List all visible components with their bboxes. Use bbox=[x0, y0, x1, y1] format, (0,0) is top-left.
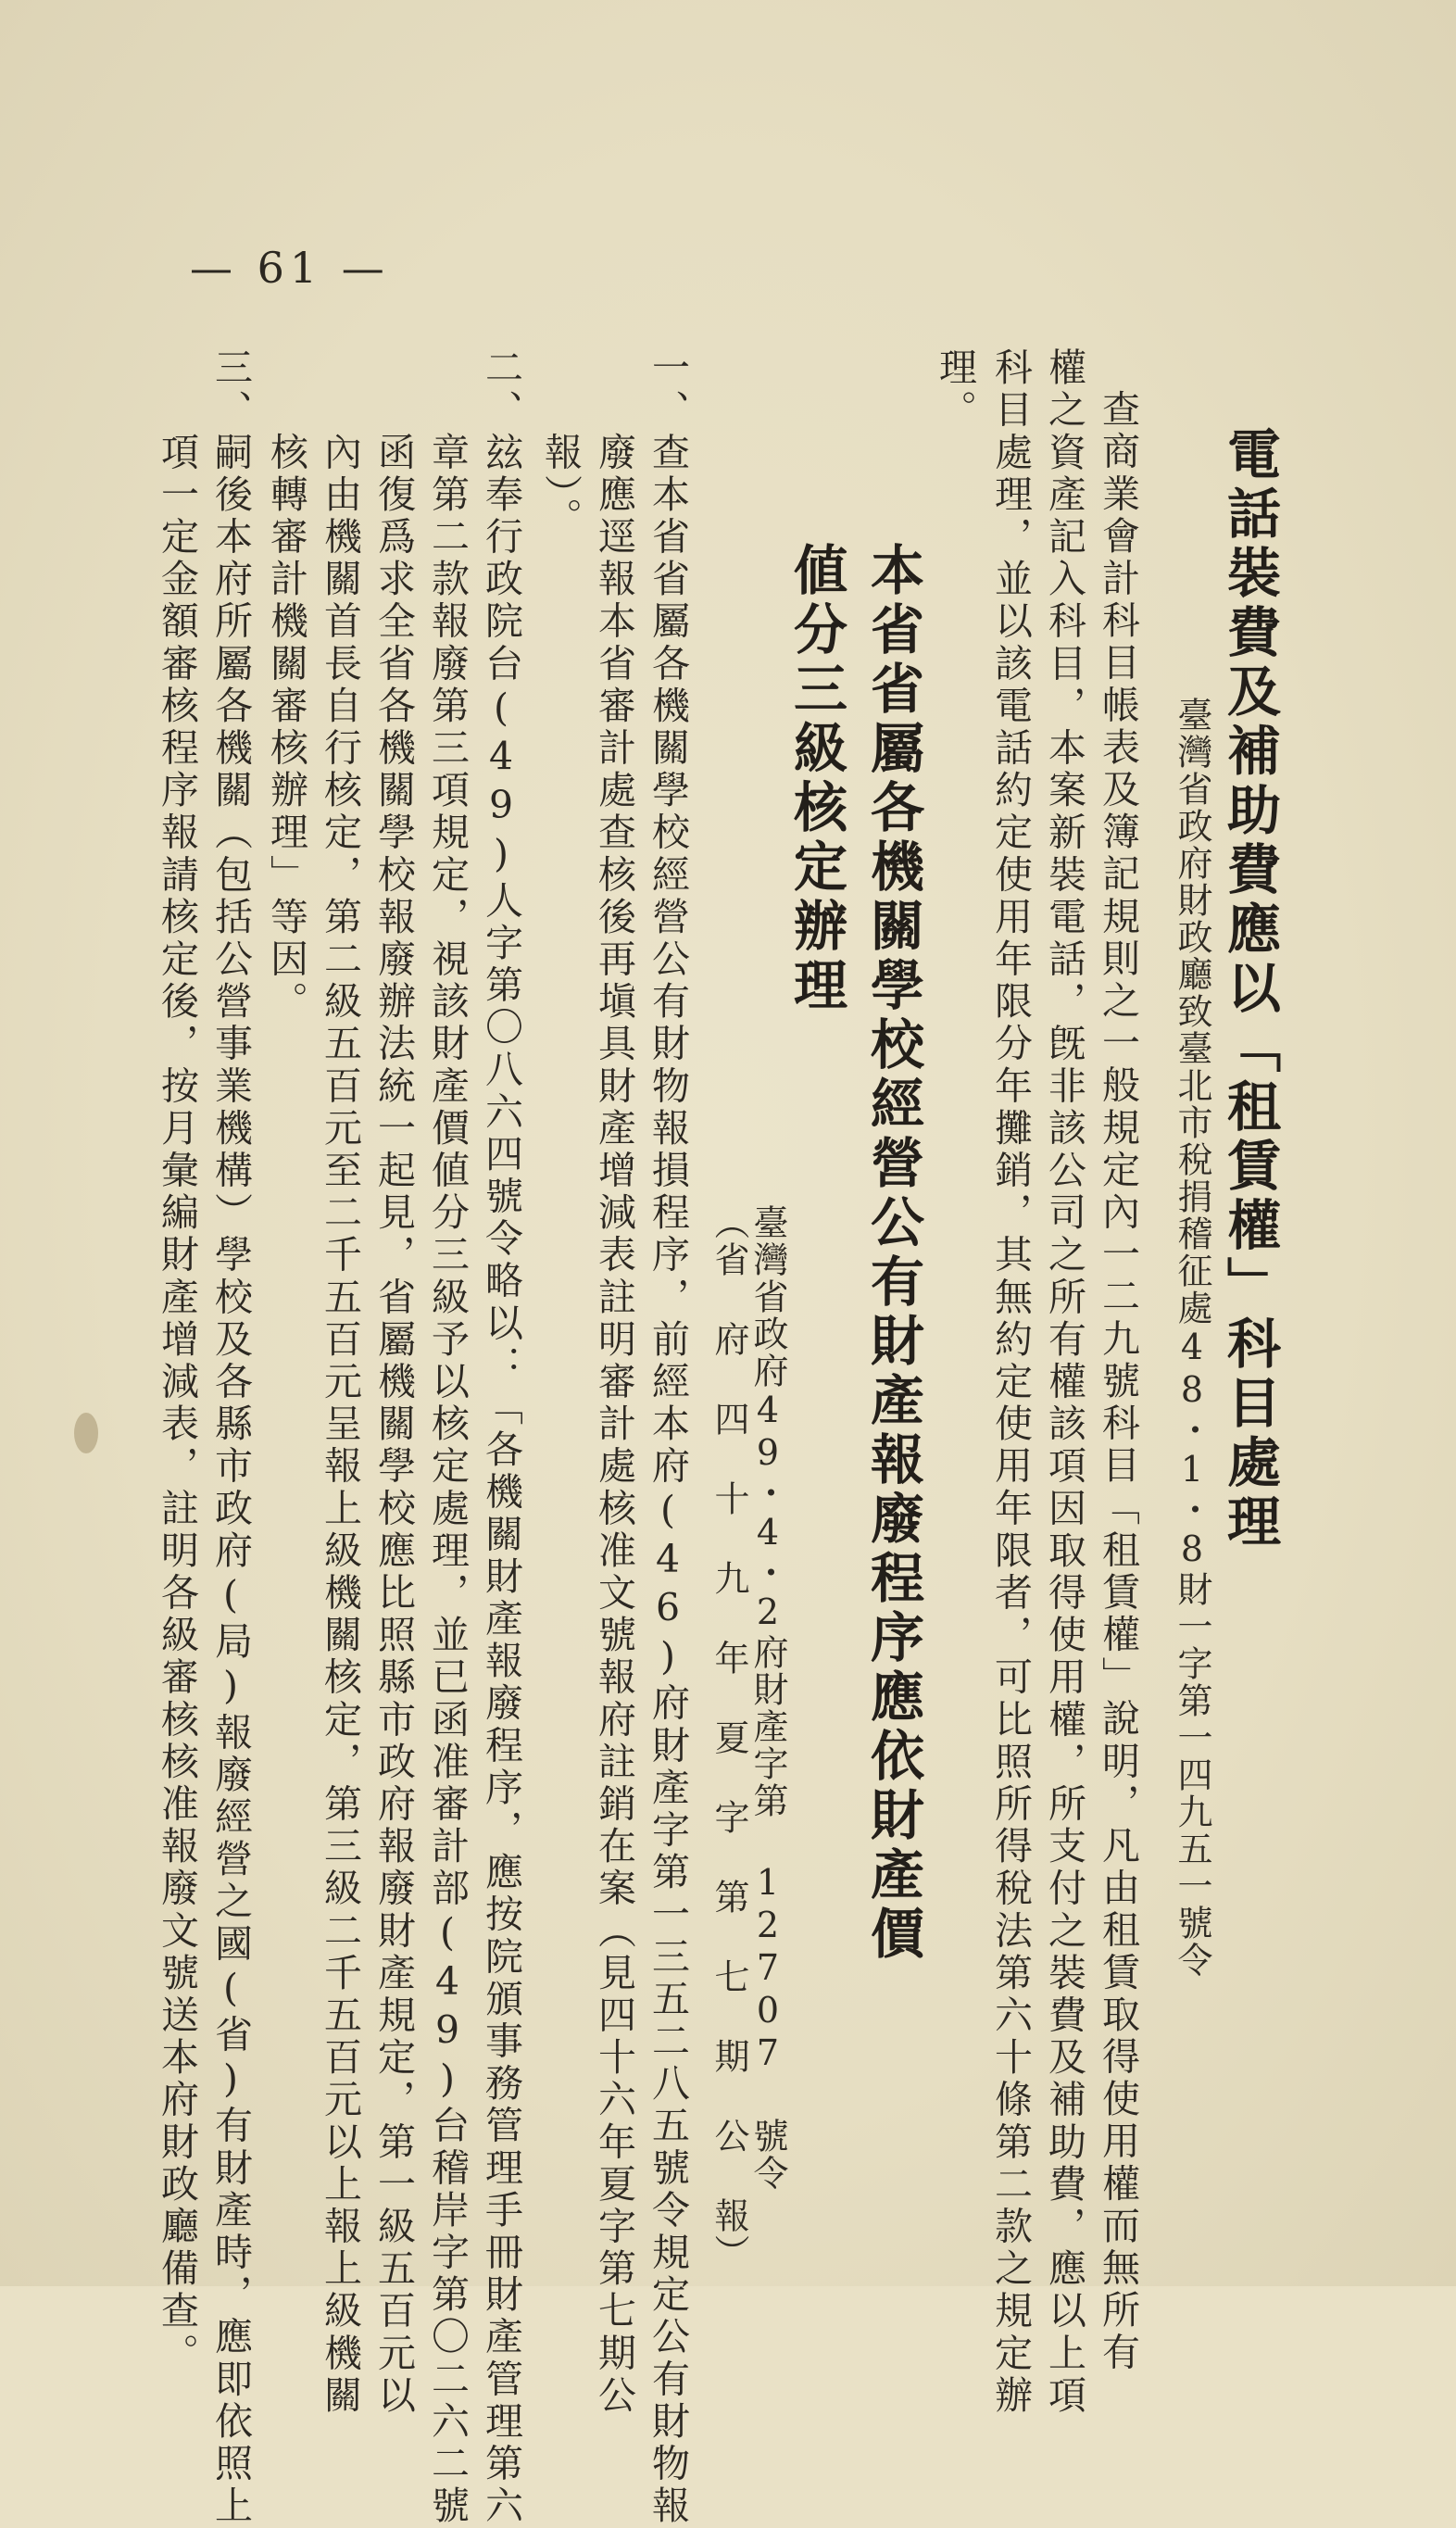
article1-title: 電話裝費及補助費應以「租賃權」科目處理 bbox=[1218, 426, 1281, 1553]
article2-title-line-1: 本省省屬各機關學校經營公有財產報廢程序應依財產價 bbox=[861, 542, 924, 1965]
item2-line-4: 內由機關首長自行核定，第二級五百元至二千五百元呈報上級機關核定，第三級二千五百元以上報上級機關 bbox=[318, 347, 362, 2418]
paper-stain bbox=[74, 1413, 98, 1453]
item1-line-1: 一、查本省省屬各機關學校經營公有財物報損程序，前經本府(46)府財產字第一三五二八五號令規定公有財物報 bbox=[646, 347, 690, 2528]
item1-line-2: 廢應逕報本省審計處查核後再塡具財產增減表註明審計處核准文號報府註銷在案（見四十六年夏字第七期公 bbox=[592, 347, 636, 2418]
article1-source: 臺灣省政府財政廳致臺北市稅捐稽征處48・1・8財一字第一四九五一號令 bbox=[1172, 697, 1212, 1979]
item3-line-2: 項一定金額審核程序報請核定後，按月彙編財產增減表，註明各級審核核准報廢文號送本府財政廳備查。 bbox=[155, 347, 199, 2375]
item1-line-3: 報）。 bbox=[538, 347, 583, 540]
article1-body-line-2: 權之資產記入科目，本案新裝電話，旣非該公司之所有權該項因取得使用權，所支付之裝費及補助費，應以上項 bbox=[1042, 347, 1086, 2418]
item2-line-2: 章第二款報廢第三項規定，視該財產價値分三級予以核定處理，並已函准審計部(49)台稽岸字第〇二六二號 bbox=[425, 347, 470, 2528]
article2-source-line-1: 臺灣省政府49・4・2府財產字第 12707 號令 bbox=[747, 1204, 788, 2192]
article1-body-line-3: 科目處理，並以該電話約定使用年限分年攤銷，其無約定使用年限者，可比照所得稅法第六十條第二款之規定辦 bbox=[988, 347, 1033, 2418]
item2-line-1: 二、玆奉行政院台(49)人字第〇八六四號令略以：「各機關財產報廢程序，應按院頒事務管理手冊財產管理第六 bbox=[479, 347, 523, 2528]
item2-line-3: 函復爲求全省各機關學校報廢辦法統一起見，省屬機關學校應比照縣市政府報廢財產規定，第一級五百元以 bbox=[371, 347, 416, 2418]
article2-title-line-2: 値分三級核定辦理 bbox=[784, 542, 847, 1016]
page-number: — 61 — bbox=[190, 243, 390, 293]
article2-source-line-2: （省 府 四 十 九 年 夏 字 第 七 期 公 報） bbox=[709, 1204, 749, 2271]
article1-body-line-4: 理。 bbox=[933, 347, 977, 433]
item2-line-5: 核轉審計機關審核辦理」等因。 bbox=[264, 347, 308, 1024]
item3-line-1: 三、嗣後本府所屬各機關（包括公營事業機構）學校及各縣市政府(局)報廢經營之國(省)有財產時，應即依照上 bbox=[208, 347, 253, 2528]
article1-body-line-1: 查商業會計科目帳表及簿記規則之一般規定內一二九號科目「租賃權」說明，凡由租賃取得使用權而無所有 bbox=[1096, 389, 1140, 2375]
